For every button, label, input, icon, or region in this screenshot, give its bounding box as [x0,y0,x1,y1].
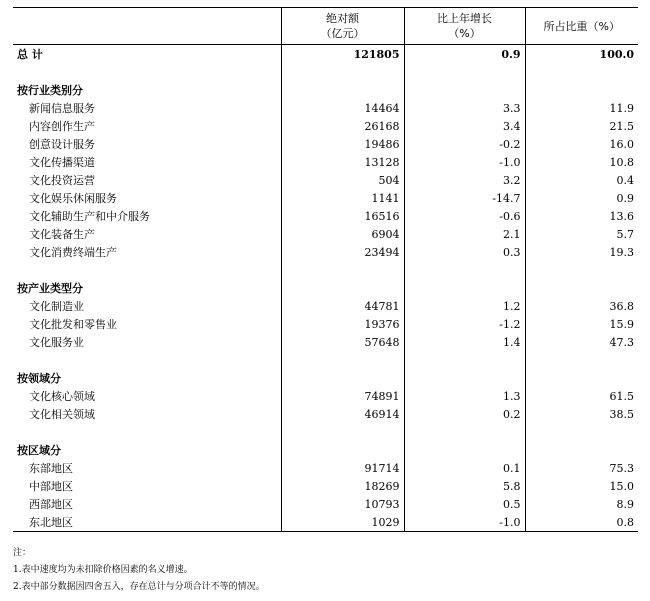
row-growth: 0.2 [404,405,525,423]
section-title: 按区域分 [17,444,61,457]
row-amount: 504 [281,171,404,189]
row-amount: 13128 [281,153,404,171]
row-name: 文化服务业 [29,336,84,349]
table-row [13,387,638,405]
row-growth: 0.3 [404,243,525,261]
table-row [13,225,638,243]
table-header-row [13,8,638,45]
total-row [13,45,638,64]
row-growth: 5.8 [404,477,525,495]
row-growth: -14.7 [404,189,525,207]
row-name: 文化相关领域 [29,408,95,421]
row-amount: 19486 [281,135,404,153]
row-share: 15.9 [525,315,638,333]
row-amount: 1141 [281,189,404,207]
row-name: 文化批发和零售业 [29,318,117,331]
header-growth [404,8,525,45]
row-name: 创意设计服务 [29,138,95,151]
statistics-table [13,7,638,532]
row-growth: 1.2 [404,297,525,315]
section-heading-row [13,279,638,297]
section-heading-row [13,81,638,99]
row-share: 16.0 [525,135,638,153]
row-share: 36.8 [525,297,638,315]
table-row [13,459,638,477]
section-title: 按领域分 [17,372,61,385]
header-amount-line1: 绝对额 [326,12,359,25]
table-row [13,117,638,135]
row-growth: -1.0 [404,513,525,532]
row-name: 文化辅助生产和中介服务 [29,210,150,223]
table-row [13,333,638,351]
table-row [13,315,638,333]
row-amount: 57648 [281,333,404,351]
header-amount-line2: （亿元） [320,27,365,40]
row-growth: 0.5 [404,495,525,513]
row-share: 13.6 [525,207,638,225]
header-amount [281,8,404,45]
row-name: 东北地区 [13,513,281,532]
spacer-row [13,261,638,279]
table-row [13,477,638,495]
table-notes [13,545,265,596]
note-1: 1.表中速度均为未扣除价格因素的名义增速。 [13,565,193,575]
row-share: 47.3 [525,333,638,351]
row-name: 文化核心领域 [29,390,95,403]
row-share: 11.9 [525,99,638,117]
row-growth: -1.0 [404,153,525,171]
spacer-row [13,63,638,81]
row-name: 文化装备生产 [29,228,95,241]
row-amount: 46914 [281,405,404,423]
row-name: 文化传播渠道 [29,156,95,169]
notes-label: 注： [13,548,32,558]
header-share: 所占比重（%） [525,8,638,45]
row-name: 文化制造业 [29,300,84,313]
row-growth: 3.3 [404,99,525,117]
row-amount: 16516 [281,207,404,225]
row-amount: 18269 [281,477,404,495]
row-growth: -0.2 [404,135,525,153]
spacer-row [13,423,638,441]
row-share: 38.5 [525,405,638,423]
section-heading-row [13,369,638,387]
row-amount: 6904 [281,225,404,243]
row-name: 新闻信息服务 [29,102,95,115]
row-amount: 19376 [281,315,404,333]
row-growth: -1.2 [404,315,525,333]
row-share: 0.9 [525,189,638,207]
section-heading-row [13,441,638,459]
table-row [13,99,638,117]
row-share: 10.8 [525,153,638,171]
table-row [13,207,638,225]
table-row [13,153,638,171]
row-amount: 44781 [281,297,404,315]
header-name-cell [13,8,281,45]
row-share: 15.0 [525,477,638,495]
row-share: 0.8 [525,513,638,532]
header-growth-line1: 比上年增长 [437,12,492,25]
row-amount: 10793 [281,495,404,513]
total-amount: 121805 [281,45,404,64]
spacer-row [13,351,638,369]
row-share: 8.9 [525,495,638,513]
section-title: 按行业类别分 [17,84,83,97]
row-name: 文化娱乐休闲服务 [29,192,117,205]
row-name: 文化投资运营 [29,174,95,187]
table-row [13,495,638,513]
table-row [13,405,638,423]
row-amount: 1029 [281,513,404,532]
table-row [13,135,638,153]
table-row [13,171,638,189]
row-amount: 91714 [281,459,404,477]
total-label: 总 计 [17,48,43,61]
row-growth: 2.1 [404,225,525,243]
header-growth-line2: （%） [448,27,481,40]
row-growth: 3.4 [404,117,525,135]
row-share: 61.5 [525,387,638,405]
row-share: 19.3 [525,243,638,261]
row-name: 文化消费终端生产 [29,246,117,259]
row-name: 西部地区 [29,498,73,511]
table-row [13,189,638,207]
row-amount: 23494 [281,243,404,261]
row-share: 75.3 [525,459,638,477]
section-title: 按产业类型分 [17,282,83,295]
row-share: 5.7 [525,225,638,243]
total-share: 100.0 [525,45,638,64]
row-amount: 74891 [281,387,404,405]
table-row [13,297,638,315]
total-growth: 0.9 [404,45,525,64]
row-name: 东部地区 [29,462,73,475]
row-growth: 0.1 [404,459,525,477]
row-amount: 26168 [281,117,404,135]
table-row [13,513,638,532]
row-growth: -0.6 [404,207,525,225]
row-share: 21.5 [525,117,638,135]
row-name: 内容创作生产 [29,120,95,133]
row-share: 0.4 [525,171,638,189]
row-amount: 14464 [281,99,404,117]
table-row [13,243,638,261]
row-growth: 1.4 [404,333,525,351]
row-name: 中部地区 [29,480,73,493]
note-2: 2.表中部分数据因四舍五入，存在总计与分项合计不等的情况。 [13,582,265,592]
row-growth: 3.2 [404,171,525,189]
row-growth: 1.3 [404,387,525,405]
